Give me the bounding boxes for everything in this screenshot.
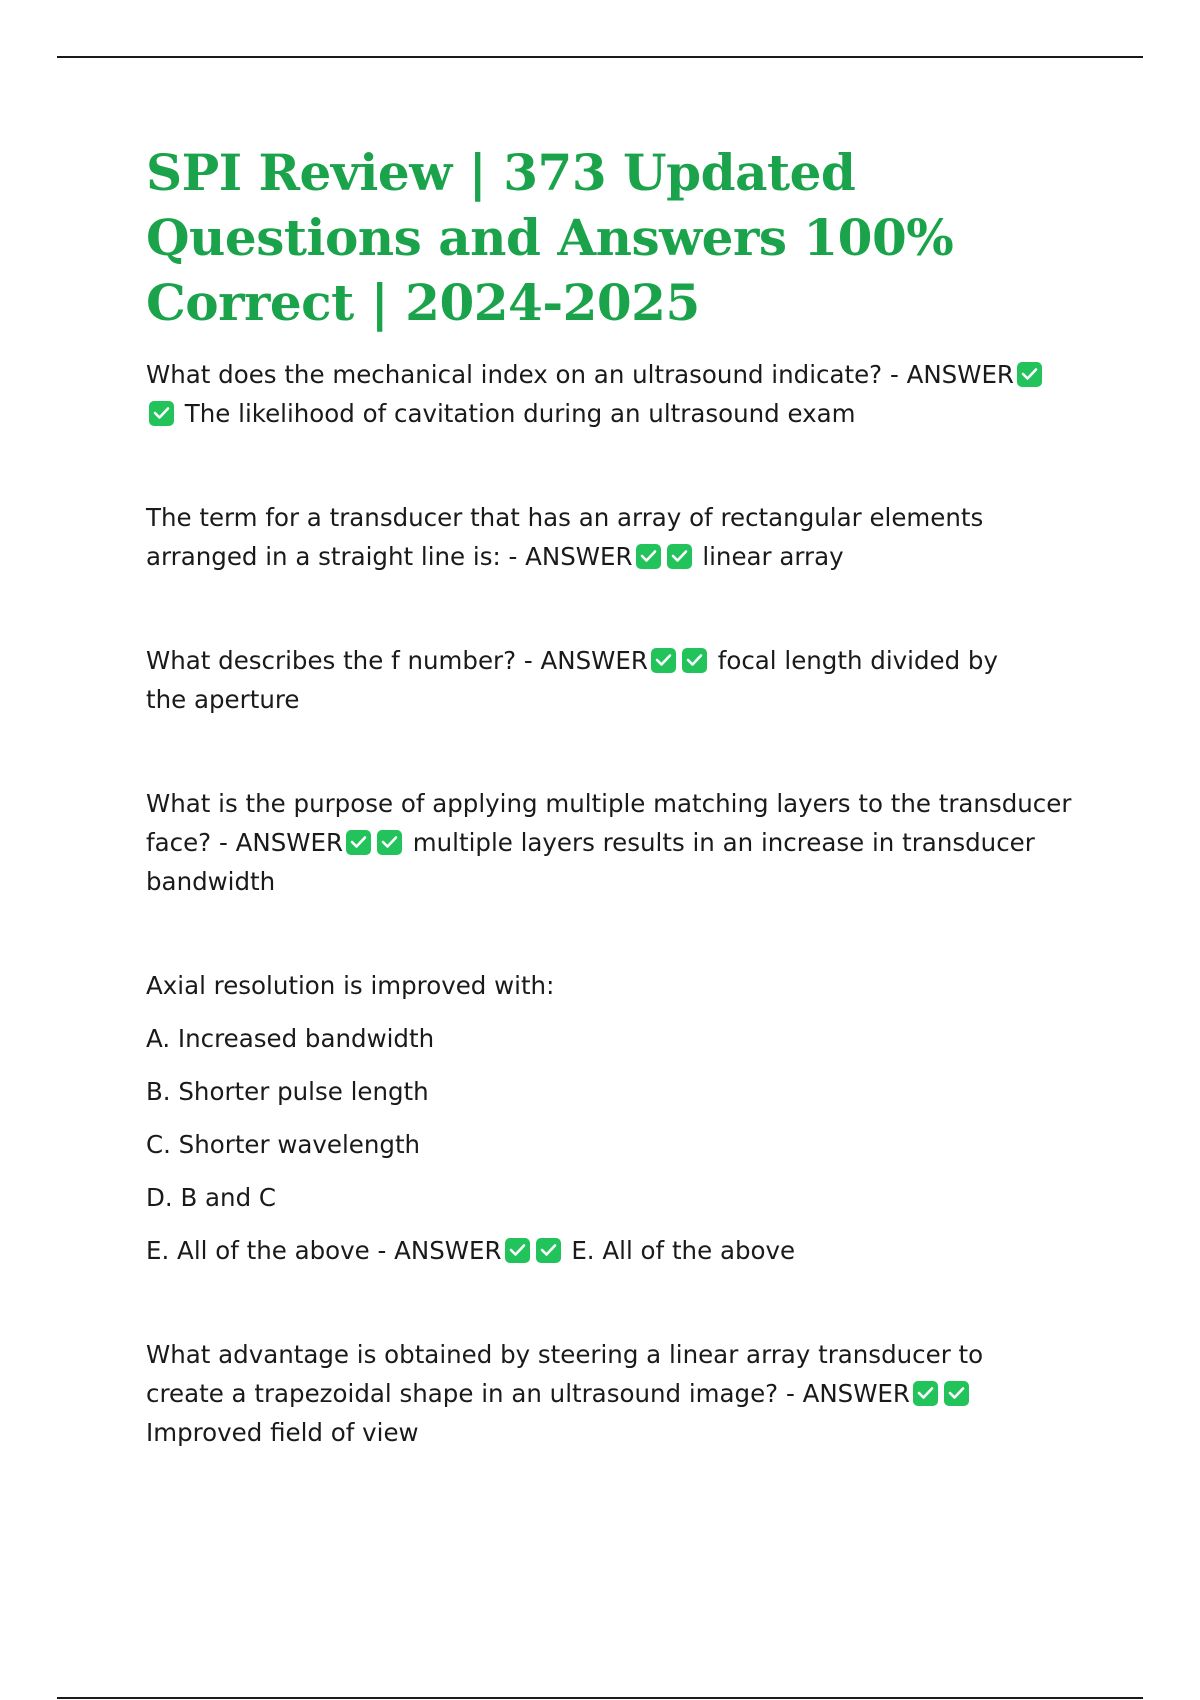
document-body	[146, 140, 1096, 1517]
check-icon	[651, 648, 676, 673]
answer-text: The likelihood of cavitation during an ultrasound exam	[184, 399, 856, 428]
answer-text: focal length divided by the aperture	[146, 646, 998, 714]
choice-c: C. Shorter wavelength	[146, 1130, 421, 1159]
question-text: What describes the f number? - ANSWER	[146, 646, 648, 675]
qa-item-3	[146, 641, 1096, 719]
check-icon	[636, 544, 661, 569]
question-text: What is the purpose of applying multiple matching layers to the transducer face? - ANSWER	[146, 789, 1072, 857]
choice-d: D. B and C	[146, 1183, 277, 1212]
answer-text: Improved field of view	[146, 1418, 419, 1447]
check-icon	[149, 401, 174, 426]
choice-e: E. All of the above - ANSWER	[146, 1236, 502, 1265]
qa-item-5	[146, 966, 1096, 1270]
top-rule	[57, 56, 1143, 58]
answer-text: linear array	[702, 542, 844, 571]
question-text: Axial resolution is improved with:	[146, 971, 555, 1000]
answer-text: multiple layers results in an increase in transducer bandwidth	[146, 828, 1035, 896]
qa-item-1	[146, 355, 1096, 433]
bottom-rule	[57, 1697, 1143, 1699]
check-icon	[1017, 362, 1042, 387]
question-text: The term for a transducer that has an array of rectangular elements arranged in a straight line is: - ANSWER	[146, 503, 984, 571]
check-icon	[346, 830, 371, 855]
check-icon	[505, 1238, 530, 1263]
answer-text: E. All of the above	[571, 1236, 796, 1265]
check-icon	[682, 648, 707, 673]
choice-a: A. Increased bandwidth	[146, 1024, 435, 1053]
qa-item-2	[146, 498, 1096, 576]
document-title: SPI Review | 373 Updated Questions and Answers 100% Correct | 2024-2025	[146, 143, 954, 332]
check-icon	[536, 1238, 561, 1263]
check-icon	[913, 1381, 938, 1406]
qa-item-6	[146, 1335, 1096, 1452]
check-icon	[667, 544, 692, 569]
check-icon	[377, 830, 402, 855]
question-text: What advantage is obtained by steering a linear array transducer to create a trapezoidal shape in an ultrasound image? - ANSWER	[146, 1340, 984, 1408]
choice-b: B. Shorter pulse length	[146, 1077, 429, 1106]
qa-item-4	[146, 784, 1096, 901]
question-text: What does the mechanical index on an ultrasound indicate? - ANSWER	[146, 360, 1014, 389]
check-icon	[944, 1381, 969, 1406]
